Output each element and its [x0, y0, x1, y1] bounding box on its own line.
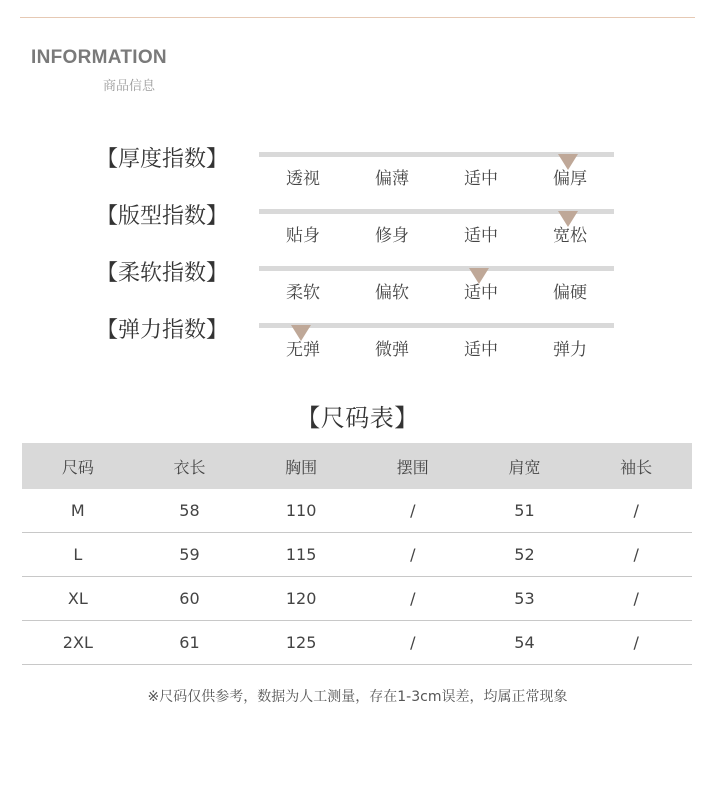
- index-row-elasticity: [0, 313, 715, 363]
- table-cell: 54: [469, 621, 581, 665]
- table-cell: 120: [245, 577, 357, 621]
- column-header: 胸围: [245, 443, 357, 489]
- column-header: 衣长: [134, 443, 246, 489]
- table-cell: /: [357, 489, 469, 533]
- table-cell: /: [357, 577, 469, 621]
- table-row: [22, 489, 692, 533]
- table-row: [22, 621, 692, 665]
- index-option: 无弹: [286, 340, 320, 360]
- table-row: [22, 533, 692, 577]
- table-row: [22, 577, 692, 621]
- index-label: 【版型指数】: [96, 204, 229, 229]
- table-cell: 53: [469, 577, 581, 621]
- index-label: 【柔软指数】: [96, 261, 229, 286]
- table-cell: /: [580, 533, 692, 577]
- table-cell: 115: [245, 533, 357, 577]
- index-label: 【弹力指数】: [96, 318, 229, 343]
- index-row-softness: [0, 256, 715, 306]
- index-option: 偏软: [375, 283, 409, 303]
- index-option: 透视: [286, 169, 320, 189]
- index-option: 偏厚: [553, 169, 587, 189]
- table-cell: L: [22, 533, 134, 577]
- column-header: 尺码: [22, 443, 134, 489]
- index-option: 微弹: [375, 340, 409, 360]
- measurement-note: ※尺码仅供参考，数据为人工测量，存在1-3cm误差，均属正常现象: [147, 689, 568, 705]
- top-divider: [20, 17, 695, 18]
- table-cell: 60: [134, 577, 246, 621]
- table-cell: /: [580, 621, 692, 665]
- column-header: 袖长: [580, 443, 692, 489]
- table-cell: 110: [245, 489, 357, 533]
- table-cell: /: [580, 577, 692, 621]
- size-table-header-row: [22, 443, 692, 489]
- table-cell: /: [580, 489, 692, 533]
- table-cell: 58: [134, 489, 246, 533]
- index-option: 适中: [464, 226, 498, 246]
- table-cell: 2XL: [22, 621, 134, 665]
- table-cell: 125: [245, 621, 357, 665]
- index-option: 适中: [464, 283, 498, 303]
- table-cell: 51: [469, 489, 581, 533]
- index-option: 贴身: [286, 226, 320, 246]
- table-cell: 52: [469, 533, 581, 577]
- index-option: 柔软: [286, 283, 320, 303]
- size-table: [22, 443, 692, 665]
- index-option: 适中: [464, 340, 498, 360]
- index-option: 偏硬: [553, 283, 587, 303]
- index-option: 适中: [464, 169, 498, 189]
- table-cell: /: [357, 533, 469, 577]
- index-scale-track: [259, 266, 614, 271]
- index-scale-track: [259, 323, 614, 328]
- table-cell: /: [357, 621, 469, 665]
- section-title: INFORMATION: [31, 47, 167, 68]
- column-header: 肩宽: [469, 443, 581, 489]
- size-chart-title: 【尺码表】: [296, 404, 419, 432]
- table-cell: 61: [134, 621, 246, 665]
- index-option: 偏薄: [375, 169, 409, 189]
- index-row-fit: [0, 199, 715, 249]
- table-cell: XL: [22, 577, 134, 621]
- index-label: 【厚度指数】: [96, 147, 229, 172]
- index-option: 修身: [375, 226, 409, 246]
- index-row-thickness: [0, 142, 715, 192]
- index-option: 宽松: [553, 226, 587, 246]
- index-option: 弹力: [553, 340, 587, 360]
- column-header: 摆围: [357, 443, 469, 489]
- table-cell: M: [22, 489, 134, 533]
- section-subtitle: 商品信息: [103, 79, 156, 94]
- table-cell: 59: [134, 533, 246, 577]
